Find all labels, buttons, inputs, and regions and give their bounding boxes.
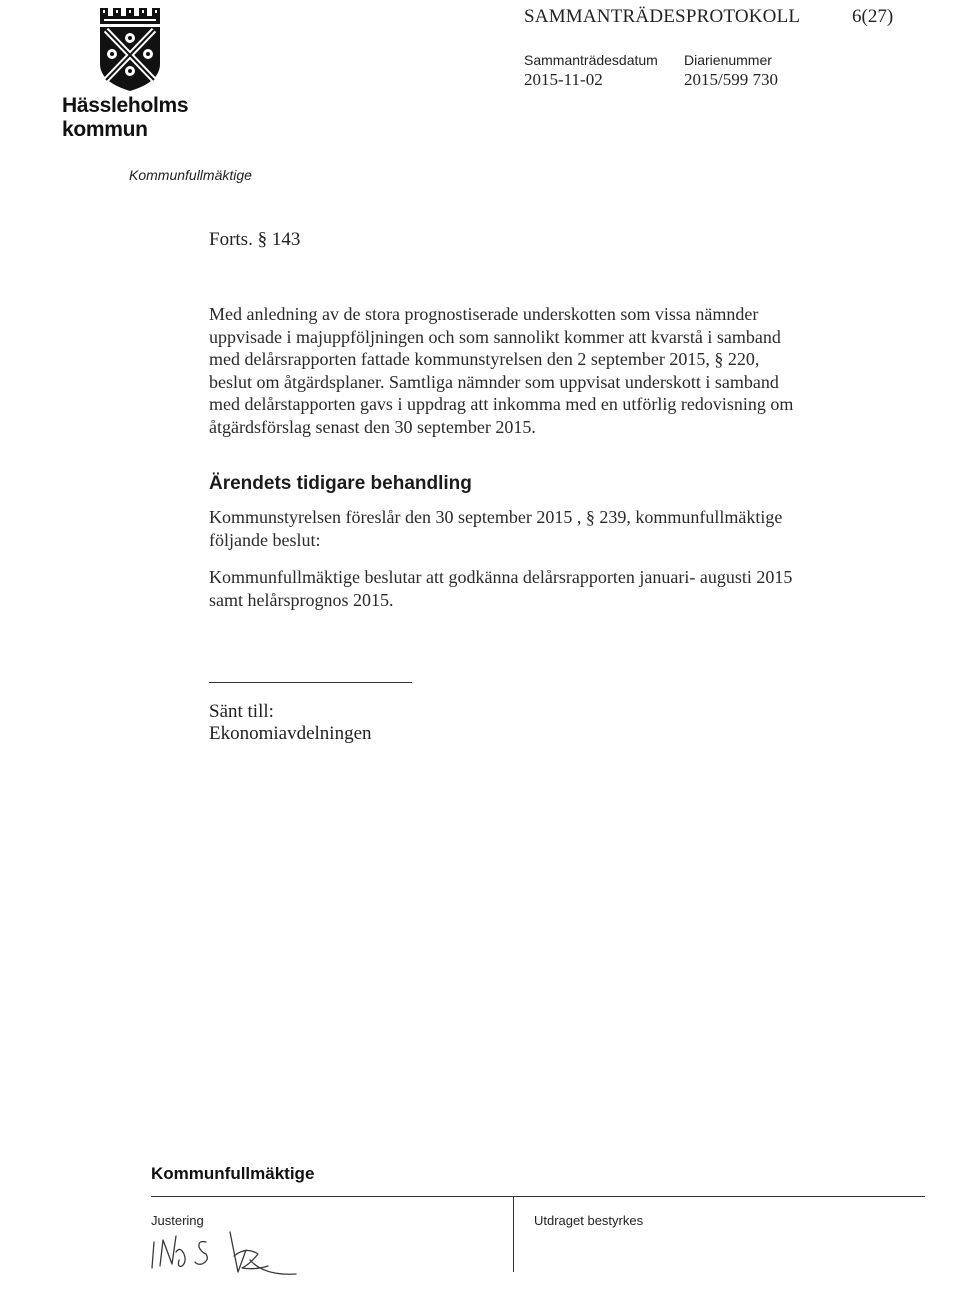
background-paragraph bbox=[209, 303, 829, 438]
paragraph-line: åtgärdsförslag senast den 30 september 2015. bbox=[209, 416, 536, 437]
section-heading: Ärendets tidigare behandling bbox=[209, 473, 472, 494]
justering-label: Justering bbox=[151, 1213, 204, 1228]
extract-certified-label: Utdraget bestyrkes bbox=[534, 1213, 644, 1228]
org-name-line2: kommun bbox=[62, 118, 148, 141]
sent-to-recipient: Ekonomiavdelningen bbox=[209, 723, 372, 744]
sent-to-label: Sänt till: bbox=[209, 701, 274, 722]
paragraph-line: samt helårsprognos 2015. bbox=[209, 589, 394, 610]
paragraph-line: med delårstapporten gavs i uppdrag att inkomma med en utförlig redovisning om bbox=[209, 394, 794, 414]
paragraph-line: uppvisade i majuppföljningen och som sannolikt kommer att kvarstå i samband bbox=[209, 326, 781, 347]
proposal-paragraph bbox=[209, 506, 829, 551]
municipality-coat-of-arms-logo bbox=[96, 6, 164, 97]
document-title: SAMMANTRÄDESPROTOKOLL bbox=[524, 6, 801, 27]
org-name-line1: Hässleholms bbox=[62, 94, 189, 117]
paragraph-line: med delårsrapporten fattade kommunstyrelsen den 2 september 2015, § 220, bbox=[209, 349, 760, 369]
section-continuation: Forts. § 143 bbox=[209, 229, 301, 250]
municipality-name-logotype bbox=[62, 94, 188, 142]
paragraph-line: Kommunstyrelsen föreslår den 30 september 2015 , § 239, kommunfullmäktige bbox=[209, 507, 783, 527]
paragraph-line: följande beslut: bbox=[209, 529, 321, 550]
divider-line bbox=[209, 682, 412, 683]
page-number: 6(27) bbox=[852, 6, 894, 27]
meeting-date-label: Sammanträdesdatum bbox=[524, 52, 658, 68]
footer-divider-line bbox=[151, 1196, 925, 1197]
footer-body-title: Kommunfullmäktige bbox=[151, 1164, 315, 1183]
footer-column-divider bbox=[513, 1196, 514, 1272]
paragraph-line: Kommunfullmäktige beslutar att godkänna delårsrapporten januari- augusti 2015 bbox=[209, 567, 793, 587]
meeting-date-value: 2015-11-02 bbox=[524, 70, 603, 89]
governing-body-label: Kommunfullmäktige bbox=[129, 167, 252, 183]
diary-number-label: Diarienummer bbox=[684, 52, 772, 68]
decision-paragraph bbox=[209, 566, 829, 611]
paragraph-line: Med anledning av de stora prognostiserade underskotten som vissa nämnder bbox=[209, 304, 759, 324]
diary-number-value: 2015/599 730 bbox=[684, 70, 778, 89]
paragraph-line: beslut om åtgärdsplaner. Samtliga nämnder som uppvisat underskott i samband bbox=[209, 371, 779, 392]
handwritten-initials-signature bbox=[146, 1224, 306, 1285]
